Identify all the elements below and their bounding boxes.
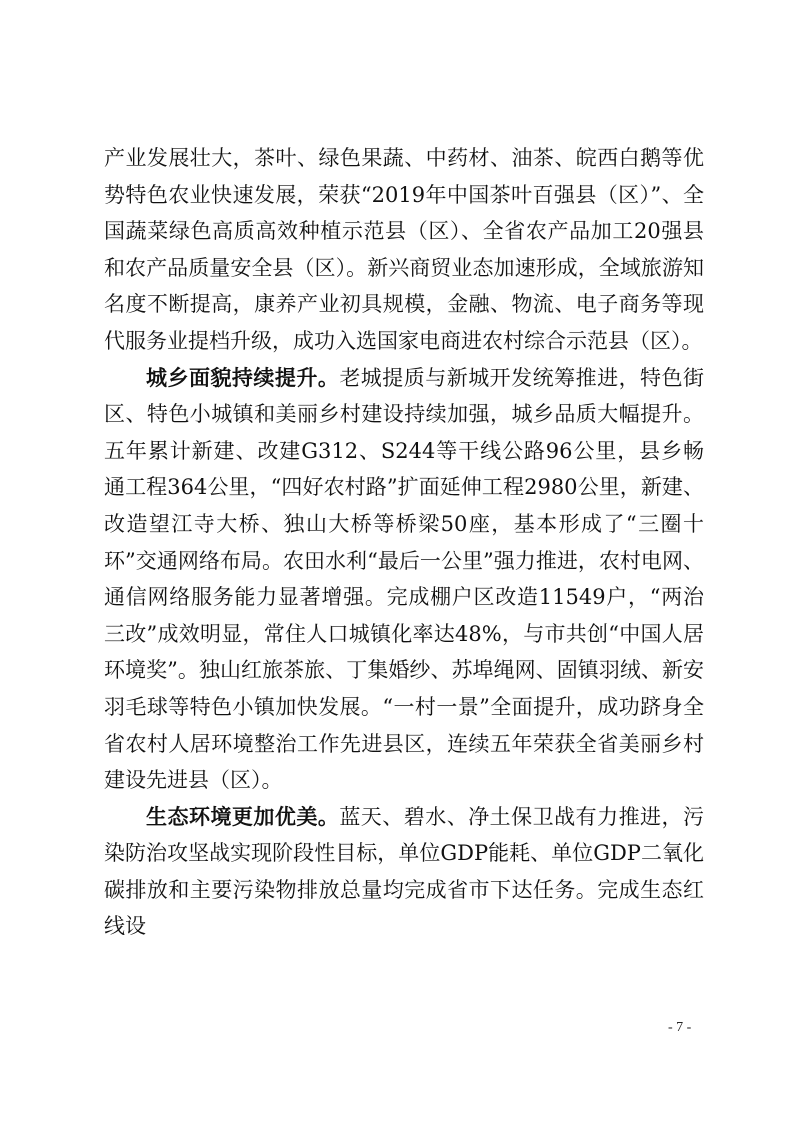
paragraph-urban-rural-text: 老城提质与新城开发统筹推进，特色街区、特色小城镇和美丽乡村建设持续加强，城乡品质大幅提升。五年累计新建、改建G312、S244等干线公路96公里，县乡畅通工程364公里，“四好农村路”扩面延伸工程2980公里，新建、改造望江寺大桥、独山大桥等桥梁50座，基本形成了“三圈十环”交通网络布局。农田水利“最后一公里”强力推进，农村电网、通信网络服务能力显著增强。完成棚户区改造11549户，“两治三改”成效明显，常住人口城镇化率达48%，与市共创“中国人居环境奖”。独山红旅茶旅、丁集婚纱、苏埠绳网、固镇羽绒、新安羽毛球等特色小镇加快发展。“一村一景”全面提升，成功跻身全省农村人居环境整治工作先进县区，连续五年荣获全省美丽乡村建设先进县（区）。 xyxy=(104,365,705,793)
paragraph-ecology-heading: 生态环境更加优美。 xyxy=(146,803,340,829)
paragraph-industry-text: 产业发展壮大，茶叶、绿色果蔬、中药材、油茶、皖西白鹅等优势特色农业快速发展，荣获“2019年中国茶叶百强县（区）”、全国蔬菜绿色高质高效种植示范县（区）、全省农产品加工20强县和农产品质量安全县（区）。新兴商贸业态加速形成，全域旅游知名度不断提高，康养产业初具规模，金融、物流、电子商务等现代服务业提档升级，成功入选国家电商进农村综合示范县（区）。 xyxy=(104,146,704,353)
paragraph-ecology-text: 蓝天、碧水、净土保卫战有力推进，污染防治攻坚战实现阶段性目标，单位GDP能耗、单位GDP二氧化碳排放和主要污染物排放总量均完成省市下达任务。完成生态红线设 xyxy=(104,804,705,939)
paragraph-urban-rural xyxy=(104,360,704,799)
paragraph-ecology xyxy=(104,799,704,945)
page-number: - 7 - xyxy=(668,1020,692,1035)
paragraph-urban-rural-heading: 城乡面貌持续提升。 xyxy=(146,364,340,390)
paragraph-industry xyxy=(104,140,704,360)
document-body xyxy=(104,140,704,945)
